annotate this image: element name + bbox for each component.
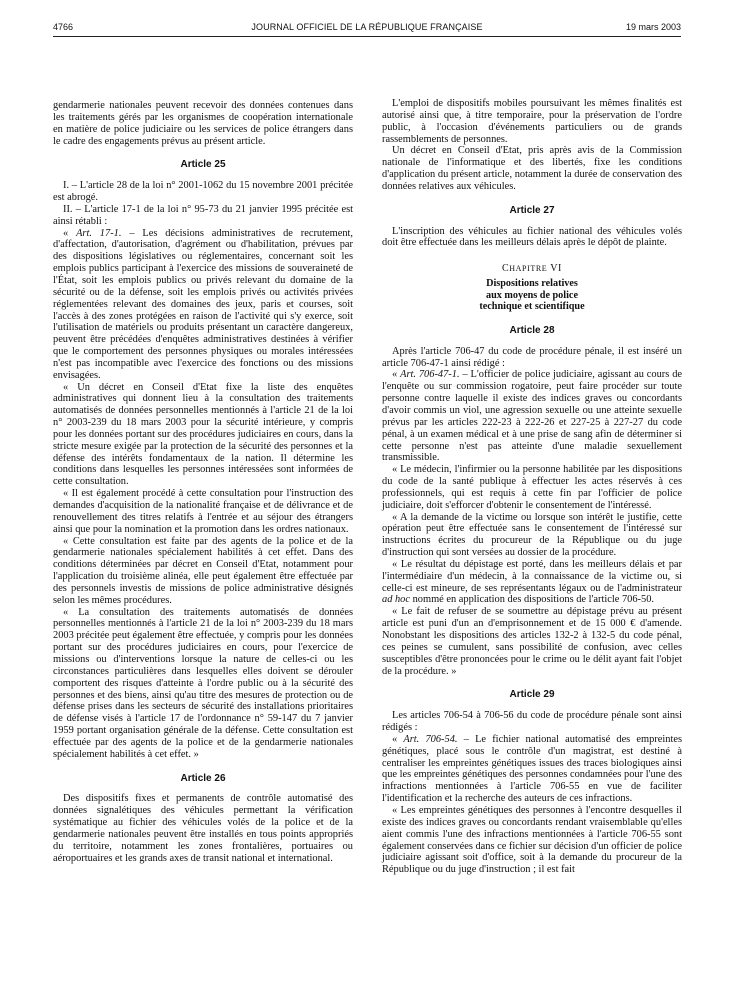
journal-title: JOURNAL OFFICIEL DE LA RÉPUBLIQUE FRANÇAISE <box>251 22 483 32</box>
article-29-paragraph-2: « Art. 706-54. – Le fichier national automatisé des empreintes génétiques, placé sous le contrôle d'un magistrat, est destiné à centraliser les empreintes génétiques issues des traces biologiques ainsi que les empreintes génétiques des personnes condamnées pour l'une des infractions mentionnées à l'article 706-55 en vue de faciliter l'identification et la recherche des auteurs de ces infractions. <box>382 733 683 805</box>
article-29-paragraph-3: « Les empreintes génétiques des personnes à l'encontre desquelles il existe des indices graves ou concordants rendant vraisemblable qu'elles aient commis l'une des infractions mentionnées à l'article 706-55 sont également conservées dans ce fichier sur décision d'un officier de police judiciaire agissant soit d'office, soit à la demande du procureur de la République ou du juge d'instruction ; il est fait <box>382 804 682 876</box>
page-header <box>53 22 681 36</box>
article-reference: Art. 706-54. <box>403 733 458 745</box>
article-28-paragraph-3: « Le médecin, l'infirmier ou la personne habilitée par les dispositions du code de la santé publique à effectuer les actes réservés à ces professionnels, qui est requis à cette fin par l'officier de police judiciaire, doit s'efforcer d'obtenir le consentement de l'intéressé. <box>382 464 682 511</box>
article-25-title: Article 25 <box>180 159 226 171</box>
article-28-paragraph-5: « Le résultat du dépistage est porté, dans les meilleurs délais et par l'intermédiaire d'un médecin, à la connaissance de la victime ou, si celle-ci est mineure, de ses représentants légaux ou de l'administrateur ad hoc nommé en application des dispositions de l'article 706-50. <box>382 558 682 606</box>
article-28-paragraph-4: « A la demande de la victime ou lorsque son intérêt le justifie, cette opération peut être effectuée sans le consentement de l'intéressé sur instructions écrites du procureur de la République ou du juge d'instruction qui sont versées au dossier de la procédure. <box>382 511 682 559</box>
article-reference: Art. 706-47-1. <box>400 369 460 381</box>
article-29-paragraph-1: Les articles 706-54 à 706-56 du code de procédure pénale sont ainsi rédigés : <box>382 710 682 734</box>
right-column <box>382 98 682 876</box>
chapter-heading: CHAPITRE VI <box>502 263 562 275</box>
left-column <box>53 100 353 864</box>
article-28-paragraph-1: Après l'article 706-47 du code de procédure pénale, il est inséré un article 706-47-1 ainsi rédigé : <box>382 345 682 369</box>
article-27-title: Article 27 <box>509 204 555 216</box>
article-28-paragraph-2: « Art. 706-47-1. – L'officier de police judiciaire, agissant au cours de l'enquête ou sur commission rogatoire, peut faire procéder sur toute personne contre laquelle il existe des indices graves ou concordants d'avoir commis un viol, une agression sexuelle ou une atteinte sexuelle prévus par les articles 222-23 à 222-26 et 227-25 à 227-27 du code pénal, à un examen médical et à une prise de sang afin de déterminer si cette personne n'est pas atteinte d'une maladie sexuellement transmissible. <box>382 369 682 464</box>
article-29-title: Article 29 <box>509 689 555 701</box>
article-28-paragraph-6: « Le fait de refuser de se soumettre au dépistage prévu au présent article est puni d'un an d'emprisonnement et de 15 000 € d'amende. Nonobstant les dispositions des articles 132-2 à 132-5 du code pénal, ces peines se cumulent, sans possibilité de confusion, avec celles susceptibles d'être prononcées pour le crime ou le délit ayant fait l'objet de la procédure. » <box>382 606 682 677</box>
article-25-paragraph-1: I. – L'article 28 de la loi n° 2001-1062 du 15 novembre 2001 précitée est abrogé. <box>53 180 353 204</box>
article-25-paragraph-2: II. – L'article 17-1 de la loi n° 95-73 du 21 janvier 1995 précitée est ainsi rétabli : <box>53 203 353 227</box>
chapter-title: Dispositions relatives aux moyens de police technique et scientifique <box>479 278 585 313</box>
page-number: 4766 <box>53 22 74 32</box>
article-25-paragraph-3: « Art. 17-1. – Les décisions administratives de recrutement, d'affectation, d'autorisation, d'agrément ou d'habilitation, prévues par des dispositions législatives ou réglementaires, concernant soit les emplois publics participant à l'exercice des missions de souveraineté de l'État, soit les emplois publics ou privés relevant du domaine de la sécurité ou de la défense, soit les emplois privés ou activités privées réglementées relevant des domaines des jeux, paris et courses, soit l'accès à des zones protégées en raison de l'activité qui s'y exerce, soit l'utilisation de matériels ou produits présentant un caractère dangereux, peuvent être précédées d'enquêtes administratives destinées à vérifier que le comportement des personnes physiques ou morales intéressées n'est pas incompatible avec l'exercice des fonctions ou des missions envisagées. <box>53 227 353 381</box>
article-28-title: Article 28 <box>509 324 555 336</box>
article-25-paragraph-5: « Il est également procédé à cette consultation pour l'instruction des demandes d'acquisition de la nationalité française et de délivrance et de renouvellement des titres relatifs à l'entrée et au séjour des étrangers ainsi que pour la nomination et la promotion dans les ordres nationaux. <box>53 488 353 535</box>
intro-paragraph: gendarmerie nationales peuvent recevoir des données contenues dans les traitements gérés par les organismes de coopération internationale en matière de police judiciaire ou les services de police étrangers dans le cadre des engagements prévus au présent article. <box>53 100 353 147</box>
article-25-paragraph-7: « La consultation des traitements automatisés de données personnelles mentionnés à l'article 21 de la loi n° 2003-239 du 18 mars 2003 précitée peut également être effectuée, y compris pour les données portant sur des procédures judiciaires en cours, pour l'exercice de missions ou d'interventions lorsque la nature de celles-ci ou les circonstances particulières dans lesquelles elles doivent se dérouler comportent des risques d'atteinte à l'ordre public ou à la sécurité des personnes et des biens, ainsi qu'au titre des mesures de protection ou de défense prises dans les secteurs de sécurité des installations prioritaires de défense visés à l'article 17 de l'ordonnance n° 59-147 du 7 janvier 1959 portant organisation générale de la défense. Cette consultation est effectuée par des agents de la police et de la gendarmerie nationales spécialement habilités à cet effet. » <box>53 606 353 760</box>
article-26-title: Article 26 <box>180 772 226 784</box>
article-27-paragraph-1: L'inscription des véhicules au fichier national des véhicules volés doit être effectuée dans les meilleurs délais après le dépôt de plainte. <box>382 225 682 249</box>
article-26-paragraph-1: Des dispositifs fixes et permanents de contrôle automatisé des données signalétiques des véhicules permettant la vérification systématique au fichier des véhicules volés de la police et de la gendarmerie nationales peuvent être installés en tous points appropriés du territoire, notamment les zones frontalières, portuaires ou aéroportuaires et les grands axes de transit national et international. <box>53 793 353 864</box>
issue-date: 19 mars 2003 <box>625 22 681 32</box>
article-reference: Art. 17-1. <box>76 227 122 239</box>
article-26-paragraph-3: Un décret en Conseil d'Etat, pris après avis de la Commission nationale de l'informatique et des libertés, fixe les conditions d'application du présent article, notamment la durée de conservation des données relatives aux véhicules. <box>382 145 682 192</box>
article-25-paragraph-6: « Cette consultation est faite par des agents de la police et de la gendarmerie nationales spécialement habilités à cet effet. Dans des conditions déterminées par décret en Conseil d'Etat, notamment pour l'application du troisième alinéa, elle peut également être effectuée par des personnels investis de missions de police administrative désignés selon les mêmes procédures. <box>53 535 353 606</box>
article-25-paragraph-4: « Un décret en Conseil d'Etat fixe la liste des enquêtes administratives qui donnent lieu à la consultation des traitements automatisés de données personnelles mentionnés à l'article 21 de la loi n° 2003-239 du 18 mars 2003 pour la sécurité intérieure, y compris pour les données portant sur des procédures judiciaires en cours, dans la stricte mesure exigée par la protection de la sécurité des personnes et la défense des intérêts fondamentaux de la nation. Il détermine les conditions dans lesquelles les personnes intéressées sont informées de cette consultation. <box>53 381 353 488</box>
header-rule <box>53 36 681 37</box>
article-26-paragraph-2: L'emploi de dispositifs mobiles poursuivant les mêmes finalités est autorisé ainsi que, à titre temporaire, pour la préservation de l'ordre public, à l'occasion d'événements particuliers ou de grands rassemblements de personnes. <box>382 98 682 145</box>
